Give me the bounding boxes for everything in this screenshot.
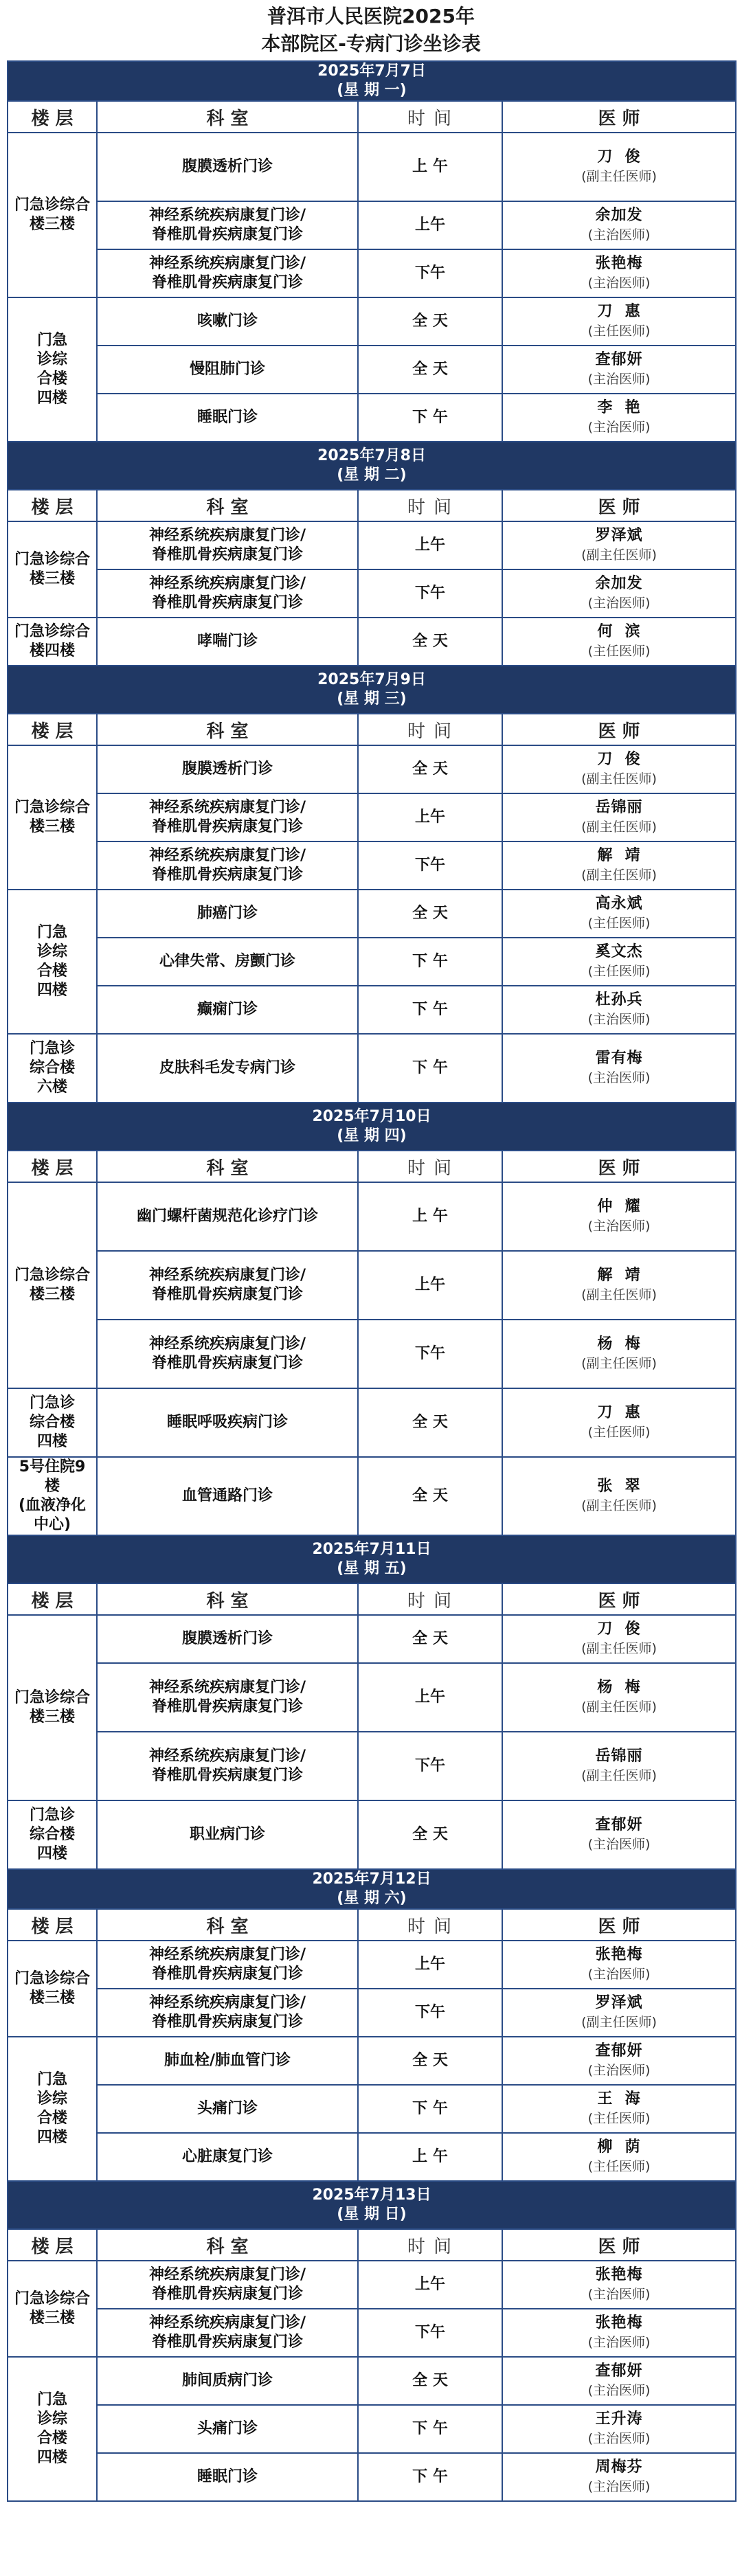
- date-label: 2025年7月12日: [312, 1871, 431, 1888]
- time-cell: 上午: [358, 201, 502, 249]
- table-row: [8, 2453, 736, 2501]
- day-header: [8, 1535, 736, 1583]
- doctor-cell: [502, 1388, 736, 1457]
- doctor-name: 杨 梅: [597, 1679, 641, 1696]
- doctor-name: 张艳梅: [595, 255, 643, 272]
- department-cell: 幽门螺杆菌规范化诊疗门诊: [97, 1182, 358, 1251]
- table-row: [8, 346, 736, 394]
- table-row: [8, 1615, 736, 1663]
- doctor-cell: [502, 1182, 736, 1251]
- table-row: [8, 2133, 736, 2181]
- doctor-title: (副主任医师): [581, 547, 657, 563]
- doctor-cell: [502, 133, 736, 201]
- doctor-name: 雷有梅: [595, 1050, 643, 1067]
- doctor-name: 何 滨: [597, 623, 641, 640]
- department-cell: 睡眠门诊: [97, 394, 358, 442]
- department-cell: 睡眠门诊: [97, 2453, 358, 2501]
- doctor-cell: [502, 2133, 736, 2181]
- doctor-cell: [502, 201, 736, 249]
- doctor-name: 岳锦丽: [595, 799, 643, 816]
- column-header-doctor: 医 师: [502, 1151, 736, 1182]
- doctor-title: (副主任医师): [581, 1768, 657, 1783]
- floor-cell: 门急 诊综 合楼 四楼: [8, 297, 97, 442]
- doctor-cell: [502, 986, 736, 1034]
- doctor-title: (副主任医师): [581, 1498, 657, 1513]
- column-header-row: [8, 490, 736, 521]
- doctor-title: (主治医师): [587, 2383, 651, 2398]
- table-row: [8, 521, 736, 569]
- table-row: [8, 1320, 736, 1388]
- doctor-title: (主治医师): [587, 2479, 651, 2494]
- floor-cell: 门急 诊综 合楼 四楼: [8, 2357, 97, 2501]
- table-row: [8, 841, 736, 890]
- weekday-label: (星 期 一): [337, 82, 407, 99]
- table-row: [8, 1388, 736, 1457]
- table-row: [8, 133, 736, 201]
- doctor-cell: [502, 1989, 736, 2037]
- department-cell: 心脏康复门诊: [97, 2133, 358, 2181]
- doctor-name: 查郁妍: [595, 351, 643, 368]
- doctor-name: 王 海: [597, 2090, 641, 2108]
- doctor-name: 李 艳: [597, 399, 641, 416]
- time-cell: 下 午: [358, 2085, 502, 2133]
- time-cell: 上午: [358, 793, 502, 841]
- doctor-name: 柳 荫: [597, 2138, 641, 2156]
- doctor-title: (副主任医师): [581, 1356, 657, 1371]
- doctor-cell: [502, 890, 736, 938]
- column-header-dept: 科 室: [97, 1151, 358, 1182]
- department-cell: 睡眠呼吸疾病门诊: [97, 1388, 358, 1457]
- doctor-name: 刀 俊: [597, 1620, 641, 1638]
- department-cell: 肺血栓/肺血管门诊: [97, 2037, 358, 2085]
- doctor-cell: [502, 2085, 736, 2133]
- table-row: [8, 1941, 736, 1989]
- doctor-title: (主任医师): [587, 2111, 651, 2126]
- time-cell: 上 午: [358, 1182, 502, 1251]
- column-header-time: 时 间: [358, 101, 502, 133]
- column-header-time: 时 间: [358, 2229, 502, 2261]
- doctor-cell: [502, 2037, 736, 2085]
- column-header-time: 时 间: [358, 1151, 502, 1182]
- doctor-name: 杨 梅: [597, 1335, 641, 1353]
- table-row: [8, 249, 736, 297]
- table-row: [8, 201, 736, 249]
- column-header-row: [8, 1909, 736, 1941]
- doctor-name: 余加发: [595, 207, 643, 224]
- column-header-row: [8, 714, 736, 745]
- doctor-name: 周梅芬: [595, 2459, 643, 2476]
- time-cell: 上午: [358, 1663, 502, 1732]
- floor-cell: 门急诊 综合楼 四楼: [8, 1388, 97, 1457]
- column-header-dept: 科 室: [97, 1909, 358, 1941]
- doctor-name: 余加发: [595, 575, 643, 592]
- column-header-floor: 楼 层: [8, 1151, 97, 1182]
- weekday-label: (星 期 日): [337, 2206, 407, 2223]
- doctor-cell: [502, 297, 736, 346]
- floor-cell: 门急诊 综合楼 六楼: [8, 1034, 97, 1103]
- doctor-name: 杜孙兵: [595, 991, 643, 1008]
- department-cell: 腹膜透析门诊: [97, 133, 358, 201]
- table-row: [8, 745, 736, 793]
- time-cell: 下午: [358, 249, 502, 297]
- doctor-cell: [502, 394, 736, 442]
- doctor-cell: [502, 1941, 736, 1989]
- department-cell: 神经系统疾病康复门诊/ 脊椎肌骨疾病康复门诊: [97, 1663, 358, 1732]
- department-cell: 血管通路门诊: [97, 1457, 358, 1535]
- time-cell: 下 午: [358, 986, 502, 1034]
- floor-cell: 门急诊综合楼三楼: [8, 1615, 97, 1800]
- department-cell: 神经系统疾病康复门诊/ 脊椎肌骨疾病康复门诊: [97, 1251, 358, 1320]
- floor-cell: 门急诊综合楼三楼: [8, 133, 97, 297]
- table-row: [8, 569, 736, 618]
- column-header-doctor: 医 师: [502, 101, 736, 133]
- time-cell: 下午: [358, 569, 502, 618]
- column-header-floor: 楼 层: [8, 714, 97, 745]
- column-header-floor: 楼 层: [8, 490, 97, 521]
- column-header-dept: 科 室: [97, 1583, 358, 1615]
- doctor-name: 查郁妍: [595, 1816, 643, 1833]
- table-row: [8, 2037, 736, 2085]
- time-cell: 下午: [358, 841, 502, 890]
- doctor-cell: [502, 2309, 736, 2357]
- doctor-cell: [502, 1732, 736, 1800]
- column-header-dept: 科 室: [97, 490, 358, 521]
- doctor-name: 罗泽斌: [595, 527, 643, 544]
- table-row: [8, 2309, 736, 2357]
- column-header-dept: 科 室: [97, 714, 358, 745]
- column-header-floor: 楼 层: [8, 101, 97, 133]
- department-cell: 神经系统疾病康复门诊/ 脊椎肌骨疾病康复门诊: [97, 1989, 358, 2037]
- department-cell: 肺癌门诊: [97, 890, 358, 938]
- floor-cell: 门急诊综合楼四楼: [8, 618, 97, 666]
- day-header-row: [8, 666, 736, 714]
- doctor-title: (主治医师): [587, 596, 651, 611]
- department-cell: 咳嗽门诊: [97, 297, 358, 346]
- column-header-floor: 楼 层: [8, 1583, 97, 1615]
- doctor-title: (副主任医师): [581, 1641, 657, 1656]
- doctor-cell: [502, 618, 736, 666]
- day-header-row: [8, 442, 736, 490]
- department-cell: 慢阻肺门诊: [97, 346, 358, 394]
- floor-cell: 门急诊综合楼三楼: [8, 1182, 97, 1388]
- time-cell: 下 午: [358, 2453, 502, 2501]
- doctor-title: (主治医师): [587, 1967, 651, 1982]
- doctor-name: 刀 惠: [597, 303, 641, 320]
- floor-cell: 门急诊综合楼三楼: [8, 1941, 97, 2037]
- day-header-row: [8, 1535, 736, 1583]
- doctor-cell: [502, 1251, 736, 1320]
- doctor-name: 岳锦丽: [595, 1748, 643, 1765]
- table-row: [8, 2405, 736, 2453]
- doctor-title: (副主任医师): [581, 2015, 657, 2030]
- department-cell: 心律失常、房颤门诊: [97, 938, 358, 986]
- doctor-title: (主治医师): [587, 1012, 651, 1027]
- floor-cell: 门急 诊综 合楼 四楼: [8, 2037, 97, 2181]
- doctor-title: (主治医师): [587, 2063, 651, 2078]
- date-label: 2025年7月9日: [317, 671, 426, 688]
- column-header-time: 时 间: [358, 490, 502, 521]
- time-cell: 全 天: [358, 2357, 502, 2405]
- doctor-cell: [502, 346, 736, 394]
- doctor-title: (主治医师): [587, 1219, 651, 1234]
- day-header-row: [8, 1103, 736, 1151]
- day-header-row: [8, 2181, 736, 2229]
- day-header: [8, 61, 736, 101]
- time-cell: 全 天: [358, 1388, 502, 1457]
- floor-cell: 门急诊综合楼三楼: [8, 521, 97, 618]
- doctor-title: (主任医师): [587, 1425, 651, 1440]
- date-label: 2025年7月11日: [312, 1541, 431, 1558]
- doctor-title: (主任医师): [587, 644, 651, 659]
- department-cell: 腹膜透析门诊: [97, 745, 358, 793]
- time-cell: 全 天: [358, 1457, 502, 1535]
- doctor-title: (主任医师): [587, 2159, 651, 2174]
- floor-cell: 门急诊综合楼三楼: [8, 745, 97, 890]
- department-cell: 头痛门诊: [97, 2085, 358, 2133]
- department-cell: 神经系统疾病康复门诊/ 脊椎肌骨疾病康复门诊: [97, 1320, 358, 1388]
- column-header-dept: 科 室: [97, 2229, 358, 2261]
- time-cell: 下午: [358, 1320, 502, 1388]
- table-row: [8, 1251, 736, 1320]
- department-cell: 癫痫门诊: [97, 986, 358, 1034]
- table-row: [8, 2261, 736, 2309]
- floor-cell: 5号住院9楼 (血液净化 中心): [8, 1457, 97, 1535]
- doctor-name: 刀 俊: [597, 148, 641, 166]
- table-row: [8, 1663, 736, 1732]
- time-cell: 全 天: [358, 297, 502, 346]
- day-header-row: [8, 61, 736, 101]
- day-header-row: [8, 1869, 736, 1909]
- doctor-title: (主任医师): [587, 324, 651, 339]
- table-row: [8, 2085, 736, 2133]
- table-row: [8, 394, 736, 442]
- time-cell: 下 午: [358, 2405, 502, 2453]
- table-row: [8, 2357, 736, 2405]
- doctor-title: (主治医师): [587, 2287, 651, 2302]
- doctor-name: 解 靖: [597, 1267, 641, 1284]
- doctor-title: (主治医师): [587, 420, 651, 435]
- time-cell: 全 天: [358, 2037, 502, 2085]
- doctor-title: (主治医师): [587, 2335, 651, 2350]
- table-row: [8, 986, 736, 1034]
- time-cell: 全 天: [358, 1800, 502, 1869]
- department-cell: 神经系统疾病康复门诊/ 脊椎肌骨疾病康复门诊: [97, 201, 358, 249]
- department-cell: 神经系统疾病康复门诊/ 脊椎肌骨疾病康复门诊: [97, 1941, 358, 1989]
- time-cell: 全 天: [358, 346, 502, 394]
- doctor-cell: [502, 1320, 736, 1388]
- doctor-title: (主治医师): [587, 372, 651, 387]
- doctor-cell: [502, 2261, 736, 2309]
- date-label: 2025年7月8日: [317, 447, 426, 464]
- weekday-label: (星 期 二): [337, 466, 407, 484]
- doctor-title: (副主任医师): [581, 820, 657, 835]
- weekday-label: (星 期 三): [337, 690, 407, 708]
- column-header-row: [8, 1151, 736, 1182]
- weekday-label: (星 期 六): [337, 1890, 407, 1907]
- column-header-row: [8, 2229, 736, 2261]
- time-cell: 下 午: [358, 394, 502, 442]
- floor-cell: 门急诊综合楼三楼: [8, 2261, 97, 2357]
- table-row: [8, 1989, 736, 2037]
- time-cell: 下午: [358, 1732, 502, 1800]
- doctor-name: 仲 耀: [597, 1198, 641, 1215]
- table-row: [8, 1457, 736, 1535]
- title-line-2: 本部院区-专病门诊坐诊表: [261, 32, 481, 55]
- schedule-table: [7, 60, 737, 2502]
- doctor-title: (主任医师): [587, 916, 651, 931]
- time-cell: 上午: [358, 521, 502, 569]
- table-row: [8, 1800, 736, 1869]
- doctor-cell: [502, 1034, 736, 1103]
- doctor-title: (副主任医师): [581, 771, 657, 787]
- department-cell: 神经系统疾病康复门诊/ 脊椎肌骨疾病康复门诊: [97, 1732, 358, 1800]
- column-header-floor: 楼 层: [8, 2229, 97, 2261]
- time-cell: 上午: [358, 1251, 502, 1320]
- time-cell: 上 午: [358, 133, 502, 201]
- time-cell: 下午: [358, 2309, 502, 2357]
- doctor-cell: [502, 2453, 736, 2501]
- doctor-title: (主治医师): [587, 1070, 651, 1085]
- column-header-doctor: 医 师: [502, 1909, 736, 1941]
- day-header: [8, 442, 736, 490]
- doctor-cell: [502, 1663, 736, 1732]
- doctor-title: (主治医师): [587, 2431, 651, 2446]
- department-cell: 神经系统疾病康复门诊/ 脊椎肌骨疾病康复门诊: [97, 841, 358, 890]
- doctor-cell: [502, 521, 736, 569]
- doctor-name: 查郁妍: [595, 2042, 643, 2059]
- doctor-cell: [502, 938, 736, 986]
- table-row: [8, 793, 736, 841]
- department-cell: 头痛门诊: [97, 2405, 358, 2453]
- doctor-name: 刀 俊: [597, 751, 641, 768]
- column-header-row: [8, 101, 736, 133]
- table-row: [8, 618, 736, 666]
- doctor-cell: [502, 1615, 736, 1663]
- doctor-title: (副主任医师): [581, 868, 657, 883]
- column-header-dept: 科 室: [97, 101, 358, 133]
- doctor-name: 奚文杰: [595, 943, 643, 960]
- department-cell: 神经系统疾病康复门诊/ 脊椎肌骨疾病康复门诊: [97, 2261, 358, 2309]
- day-header: [8, 1103, 736, 1151]
- doctor-name: 张艳梅: [595, 2266, 643, 2283]
- doctor-title: (主治医师): [587, 275, 651, 291]
- time-cell: 下午: [358, 1989, 502, 2037]
- column-header-row: [8, 1583, 736, 1615]
- day-header: [8, 1869, 736, 1909]
- department-cell: 腹膜透析门诊: [97, 1615, 358, 1663]
- time-cell: 全 天: [358, 745, 502, 793]
- department-cell: 神经系统疾病康复门诊/ 脊椎肌骨疾病康复门诊: [97, 2309, 358, 2357]
- column-header-floor: 楼 层: [8, 1909, 97, 1941]
- department-cell: 职业病门诊: [97, 1800, 358, 1869]
- table-row: [8, 890, 736, 938]
- floor-cell: 门急 诊综 合楼 四楼: [8, 890, 97, 1034]
- time-cell: 下 午: [358, 1034, 502, 1103]
- date-label: 2025年7月10日: [312, 1108, 431, 1125]
- doctor-cell: [502, 1800, 736, 1869]
- doctor-title: (副主任医师): [581, 169, 657, 184]
- table-row: [8, 1182, 736, 1251]
- time-cell: 全 天: [358, 618, 502, 666]
- time-cell: 上午: [358, 2261, 502, 2309]
- doctor-name: 张艳梅: [595, 2314, 643, 2331]
- doctor-name: 刀 惠: [597, 1404, 641, 1421]
- day-header: [8, 2181, 736, 2229]
- doctor-title: (副主任医师): [581, 1287, 657, 1302]
- doctor-name: 张 翠: [597, 1478, 641, 1495]
- time-cell: 上午: [358, 1941, 502, 1989]
- doctor-name: 查郁妍: [595, 2362, 643, 2380]
- column-header-doctor: 医 师: [502, 714, 736, 745]
- department-cell: 皮肤科毛发专病门诊: [97, 1034, 358, 1103]
- page-title: [0, 0, 742, 60]
- doctor-title: (主治医师): [587, 227, 651, 242]
- department-cell: 神经系统疾病康复门诊/ 脊椎肌骨疾病康复门诊: [97, 521, 358, 569]
- date-label: 2025年7月7日: [317, 63, 426, 80]
- column-header-time: 时 间: [358, 714, 502, 745]
- doctor-name: 张艳梅: [595, 1946, 643, 1963]
- table-row: [8, 938, 736, 986]
- department-cell: 神经系统疾病康复门诊/ 脊椎肌骨疾病康复门诊: [97, 793, 358, 841]
- doctor-cell: [502, 841, 736, 890]
- doctor-name: 王升涛: [595, 2410, 643, 2428]
- department-cell: 神经系统疾病康复门诊/ 脊椎肌骨疾病康复门诊: [97, 569, 358, 618]
- doctor-cell: [502, 793, 736, 841]
- table-row: [8, 1034, 736, 1103]
- doctor-cell: [502, 569, 736, 618]
- department-cell: 哮喘门诊: [97, 618, 358, 666]
- floor-cell: 门急诊 综合楼 四楼: [8, 1800, 97, 1869]
- department-cell: 神经系统疾病康复门诊/ 脊椎肌骨疾病康复门诊: [97, 249, 358, 297]
- column-header-time: 时 间: [358, 1583, 502, 1615]
- title-line-1: 普洱市人民医院2025年: [267, 5, 475, 27]
- doctor-name: 高永斌: [595, 895, 643, 912]
- doctor-title: (副主任医师): [581, 1699, 657, 1715]
- weekday-label: (星 期 四): [337, 1127, 407, 1144]
- department-cell: 肺间质病门诊: [97, 2357, 358, 2405]
- doctor-cell: [502, 2357, 736, 2405]
- doctor-title: (主治医师): [587, 1837, 651, 1852]
- time-cell: 上 午: [358, 2133, 502, 2181]
- column-header-time: 时 间: [358, 1909, 502, 1941]
- table-row: [8, 1732, 736, 1800]
- doctor-cell: [502, 745, 736, 793]
- doctor-name: 解 靖: [597, 847, 641, 864]
- time-cell: 下 午: [358, 938, 502, 986]
- doctor-cell: [502, 1457, 736, 1535]
- date-label: 2025年7月13日: [312, 2187, 431, 2204]
- doctor-cell: [502, 249, 736, 297]
- table-row: [8, 297, 736, 346]
- doctor-cell: [502, 2405, 736, 2453]
- column-header-doctor: 医 师: [502, 490, 736, 521]
- doctor-name: 罗泽斌: [595, 1994, 643, 2011]
- weekday-label: (星 期 五): [337, 1560, 407, 1577]
- column-header-doctor: 医 师: [502, 1583, 736, 1615]
- time-cell: 全 天: [358, 890, 502, 938]
- doctor-title: (主任医师): [587, 964, 651, 979]
- day-header: [8, 666, 736, 714]
- time-cell: 全 天: [358, 1615, 502, 1663]
- column-header-doctor: 医 师: [502, 2229, 736, 2261]
